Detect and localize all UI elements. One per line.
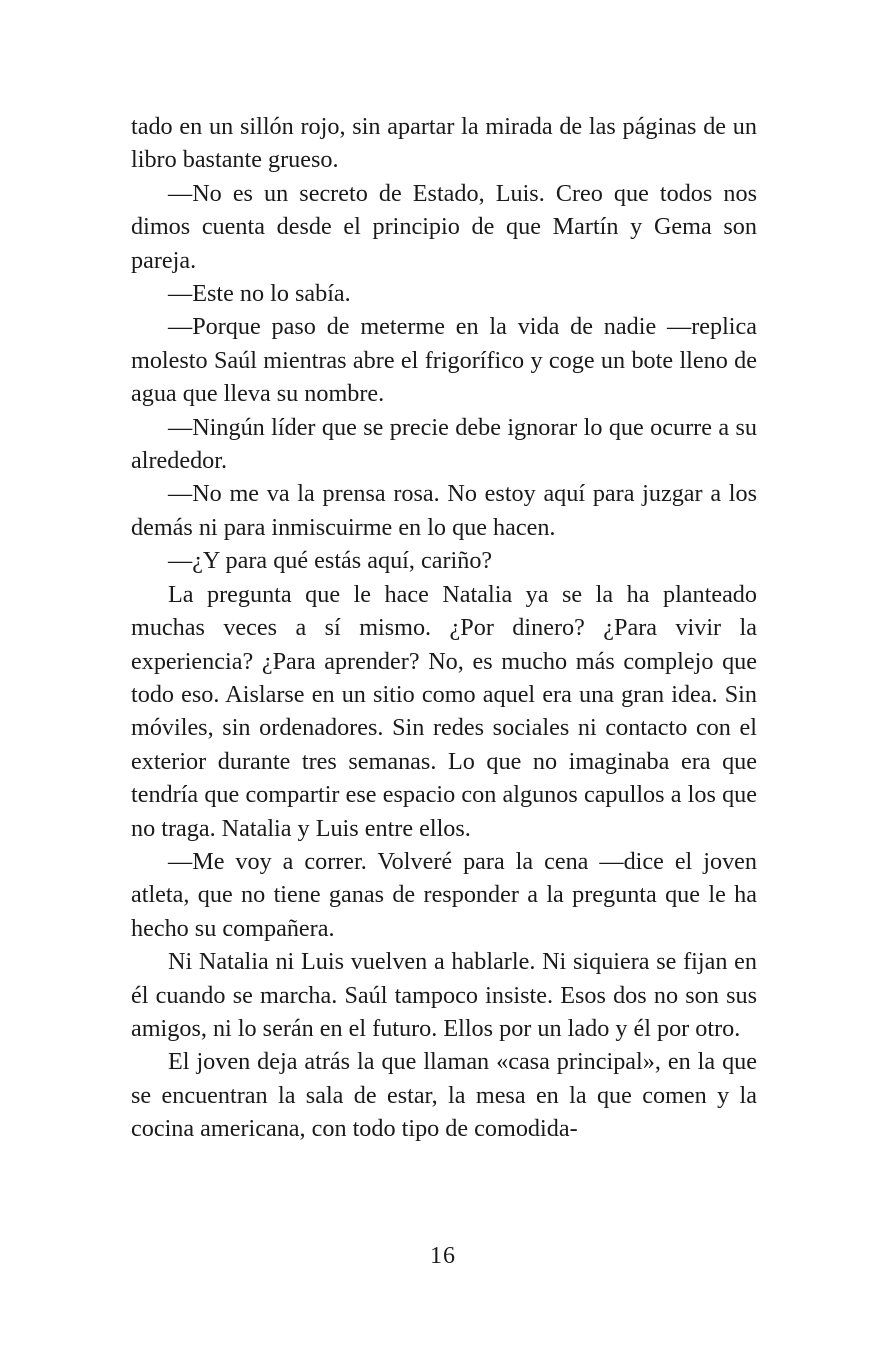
paragraph: —No es un secreto de Estado, Luis. Creo que todos nos dimos cuenta desde el principio de que Martín y Gema son pareja. [131,179,757,274]
paragraph: —Porque paso de meterme en la vida de nadie —replica molesto Saúl mientras abre el frigorífico y coge un bote lleno de agua que lleva su nombre. [131,313,757,408]
paragraph: El joven deja atrás la que llaman «casa principal», en la que se encuentran la sala de estar, la mesa en la que comen y la cocina americana, con todo tipo de comodida- [131,1048,757,1143]
paragraph: —Este no lo sabía. [168,280,351,308]
paragraph: —Ningún líder que se precie debe ignorar lo que ocurre a su alrededor. [131,413,757,475]
paragraph: La pregunta que le hace Natalia ya se la ha planteado muchas veces a sí mismo. ¿Por dinero? ¿Para vivir la experiencia? ¿Para aprender? No, es mucho más complejo que todo eso. Aislarse en un sitio como aquel era una gran idea. Sin móviles, sin ordenadores. Sin redes sociales ni contacto con el exterior durante tres semanas. Lo que no imaginaba era que tendría que compartir ese espacio con algunos capullos a los que no traga. Natalia y Luis entre ellos. [131,580,757,842]
paragraph: —No me va la prensa rosa. No estoy aquí para juzgar a los demás ni para inmiscuirme en lo que hacen. [131,480,757,541]
book-page-text [131,110,757,1146]
paragraph: —Me voy a correr. Volveré para la cena —dice el joven atleta, que no tiene ganas de responder a la pregunta que le ha hecho su compañera. [131,847,757,942]
paragraph: —¿Y para qué estás aquí, cariño? [168,547,493,575]
page-number: 16 [430,1243,456,1269]
paragraph: Ni Natalia ni Luis vuelven a hablarle. Ni siquiera se fijan en él cuando se marcha. Saúl tampoco insiste. Esos dos no son sus amigos, ni lo serán en el futuro. Ellos por un lado y él por otro. [131,948,757,1042]
paragraph: tado en un sillón rojo, sin apartar la mirada de las páginas de un libro bastante grueso. [131,113,757,174]
